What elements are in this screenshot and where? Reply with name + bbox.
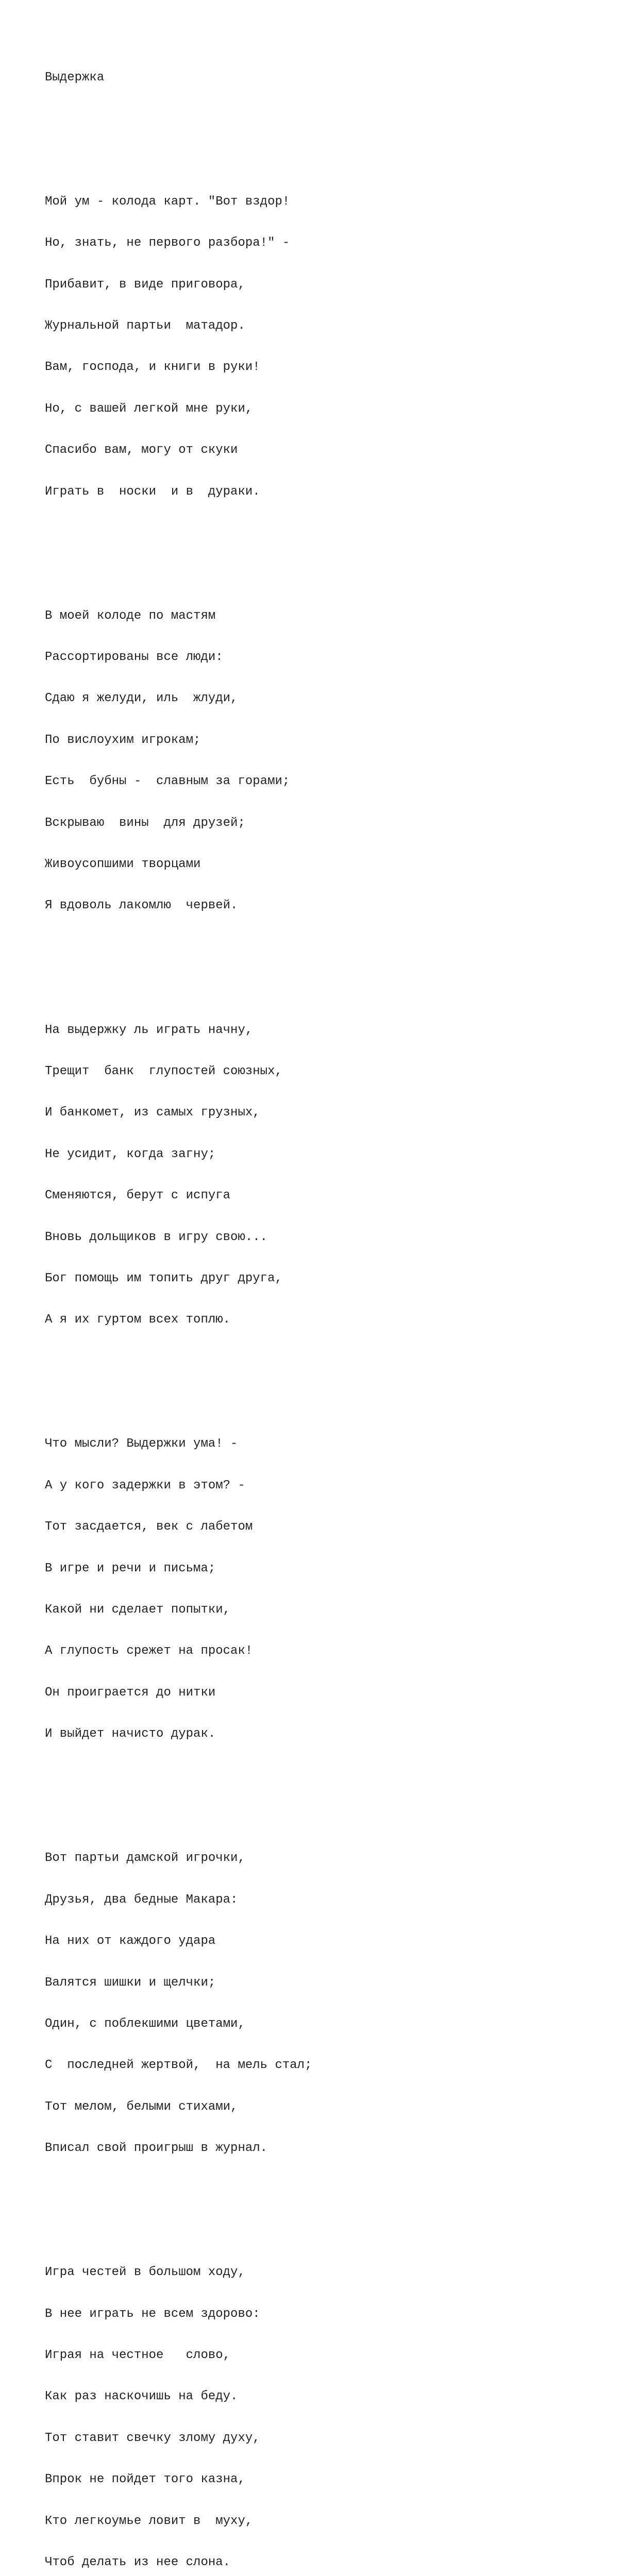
stanza-6 xyxy=(45,2239,312,2576)
poem-line: Один, с поблекшими цветами, xyxy=(45,2016,245,2031)
poem-line: И выйдет начисто дурак. xyxy=(45,1727,216,1741)
poem-line: Тот засдается, век с лабетом xyxy=(45,1520,253,1534)
poem-line: Тот ставит свечку злому духу, xyxy=(45,2431,260,2445)
poem-line: Он проиграется до нитки xyxy=(45,1685,216,1700)
poem-line: Вскрываю вины для друзей; xyxy=(45,816,245,830)
poem-line: Трещит банк глупостей союзных, xyxy=(45,1064,282,1078)
poem-line: Живоусопшими творцами xyxy=(45,857,201,872)
poem-line: Чтоб делать из нее слона. xyxy=(45,2555,231,2570)
poem-line: А у кого задержки в этом? - xyxy=(45,1478,245,1493)
stanza-4 xyxy=(45,1410,312,1769)
poem-line: Вписал свой проигрыш в журнал. xyxy=(45,2141,268,2156)
poem-line: На них от каждого удара xyxy=(45,1934,216,1948)
poem-line: Прибавит, в виде приговора, xyxy=(45,277,245,292)
poem-line: По вислоухим игрокам; xyxy=(45,733,201,747)
poem-line: Журнальной партьи матадор. xyxy=(45,318,245,333)
poem-line: Играя на честное слово, xyxy=(45,2348,231,2363)
stanza-3 xyxy=(45,996,312,1355)
poem-line: Мой ум - колода карт. "Вот вздор! xyxy=(45,194,290,209)
poem-line: Вот партьи дамской игрочки, xyxy=(45,1851,245,1866)
poem-line: Сдаю я желуди, иль жлуди, xyxy=(45,691,238,706)
poem-line: В моей колоде по мастям xyxy=(45,608,216,623)
poem-line: Сменяются, берут с испуга xyxy=(45,1189,231,1203)
poem-line: Кто легкоумье ловит в муху, xyxy=(45,2514,253,2528)
poem-title: Выдержка xyxy=(45,70,105,84)
poem-line: С последней жертвой, на мель стал; xyxy=(45,2058,312,2073)
poem-line: Как раз наскочишь на беду. xyxy=(45,2389,238,2404)
poem-line: Впрок не пойдет того казна, xyxy=(45,2472,245,2487)
poem-line: В игре и речи и письма; xyxy=(45,1561,216,1575)
poem-line: Но, с вашей легкой мне руки, xyxy=(45,401,253,416)
poem-line: Но, знать, не первого разбора!" - xyxy=(45,236,290,250)
poem-line: Валятся шишки и щелчки; xyxy=(45,1975,216,1990)
poem-line: Есть бубны - славным за горами; xyxy=(45,774,290,789)
stanza-2 xyxy=(45,582,312,941)
poem-line: Что мысли? Выдержки ума! - xyxy=(45,1437,238,1451)
poem-text xyxy=(45,43,312,2576)
poem-line: Друзья, два бедные Макара: xyxy=(45,1892,238,1907)
poem-line: Играть в носки и в дураки. xyxy=(45,484,260,499)
poem-line: Спасибо вам, могу от скуки xyxy=(45,443,238,457)
poem-line: Рассортированы все люди: xyxy=(45,650,223,665)
poem-line: Какой ни сделает попытки, xyxy=(45,1603,231,1617)
poem-line: И банкомет, из самых грузных, xyxy=(45,1106,260,1120)
poem-line: Бог помощь им топить друг друга, xyxy=(45,1271,282,1285)
poem-line: Не усидит, когда загну; xyxy=(45,1147,216,1161)
poem-line: Я вдоволь лакомлю червей. xyxy=(45,899,238,913)
poem-line: А я их гуртом всех топлю. xyxy=(45,1313,231,1327)
poem-line: В нее играть не всем здорово: xyxy=(45,2307,260,2321)
poem-line: Вам, господа, и книги в руки! xyxy=(45,360,260,375)
poem-line: Тот мелом, белыми стихами, xyxy=(45,2099,238,2114)
poem-line: А глупость срежет на просак! xyxy=(45,1644,253,1658)
title-spacer xyxy=(45,112,312,126)
poem-line: Вновь дольщиков в игру свою... xyxy=(45,1230,268,1244)
stanza-5 xyxy=(45,1824,312,2183)
poem-line: Игра честей в большом ходу, xyxy=(45,2265,245,2280)
poem-line: На выдержку ль играть начну, xyxy=(45,1023,253,1037)
stanza-1 xyxy=(45,167,312,527)
